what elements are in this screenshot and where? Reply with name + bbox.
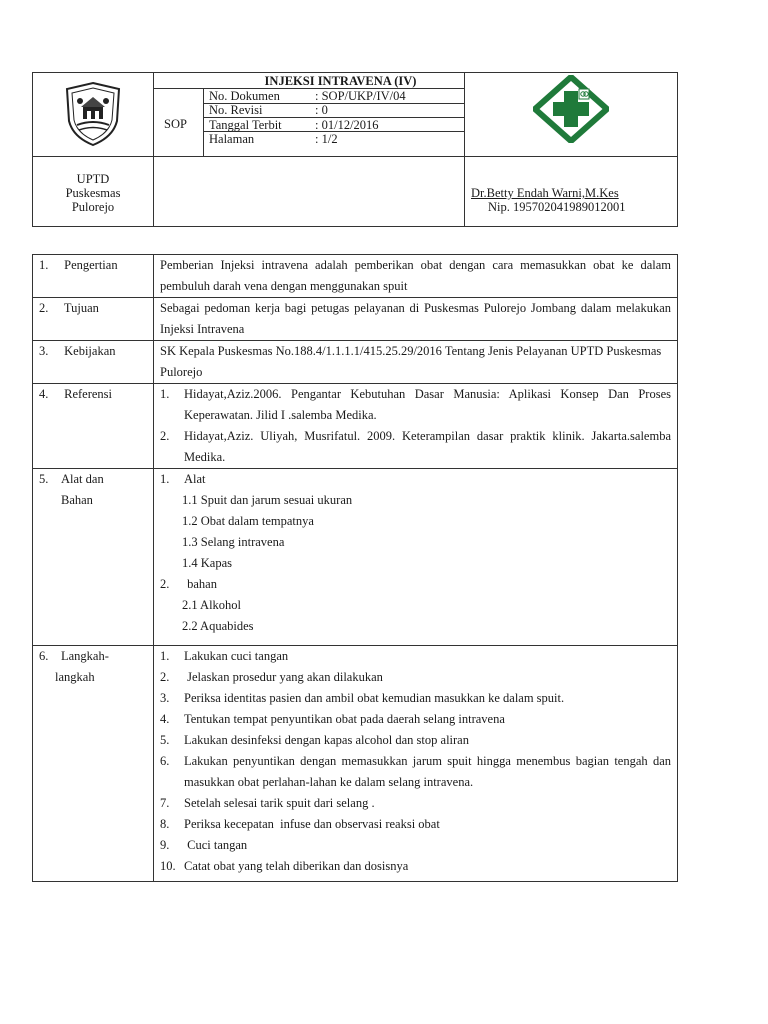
row-content: Sebagai pedoman kerja bagi petugas pelayanan di Puskesmas Pulorejo Jombang dalam melakukan Injeksi Intravena <box>154 298 678 341</box>
row-label-cell <box>33 255 154 298</box>
row-label-cont: langkah <box>55 670 95 684</box>
list-item: 2. Hidayat,Aziz. Uliyah, Musrifatul. 2009. Keterampilan dasar praktik klinik. Jakarta.salemba Medika. <box>160 429 671 464</box>
row-label-cont: Bahan <box>61 493 93 507</box>
row-number: 1. <box>39 258 49 272</box>
meta-value-halaman: : 1/2 <box>315 132 338 146</box>
list-item: 6. Lakukan penyuntikan dengan memasukkan jarum spuit hingga menembus bagian tengah dan masukkan obat perlahan-lahan ke dalam selang intravena. <box>160 754 671 789</box>
sub-item: 1.1 Spuit dan jarum sesuai ukuran <box>182 493 353 507</box>
row-content <box>154 646 678 882</box>
puskesmas-cross-icon <box>533 75 609 143</box>
row-number: 4. <box>39 387 49 401</box>
org-line-puskesmas: Puskesmas <box>65 186 121 200</box>
list-item: 4. Tentukan tempat penyuntikan obat pada daerah selang intravena <box>160 712 505 726</box>
list-item: 8. Periksa kecepatan infuse dan observasi reaksi obat <box>160 817 440 831</box>
row-label-cell <box>33 469 154 646</box>
meta-key-no-dokumen: No. Dokumen <box>209 89 280 103</box>
row-label-cell <box>33 384 154 469</box>
list-item: 7. Setelah selesai tarik spuit dari selang . <box>160 796 375 810</box>
table-row <box>33 298 678 341</box>
table-row <box>33 384 678 469</box>
table-row <box>33 469 678 646</box>
row-label: Kebijakan <box>64 344 116 358</box>
row-content: Pemberian Injeksi intravena adalah pemberikan obat dengan cara memasukkan obat ke dalam pembuluh darah vena dengan menggunakan spuit <box>154 255 678 298</box>
document-title: INJEKSI INTRAVENA (IV) <box>264 74 417 88</box>
table-row <box>33 646 678 882</box>
row-label: Tujuan <box>63 301 99 315</box>
signer-nip: Nip. 195702041989012001 <box>488 200 626 214</box>
list-item: 2. bahan <box>160 577 217 591</box>
meta-key-tanggal-terbit: Tanggal Terbit <box>209 118 282 132</box>
org-line-pulorejo: Pulorejo <box>71 200 115 214</box>
row-label: Langkah- <box>61 649 109 663</box>
row-label-cell <box>33 298 154 341</box>
row-label-cell <box>33 341 154 384</box>
row-number: 5. <box>39 472 49 486</box>
table-row <box>33 341 678 384</box>
list-item: 9. Cuci tangan <box>160 838 248 852</box>
list-item: 2. Jelaskan prosedur yang akan dilakukan <box>160 670 383 684</box>
meta-key-halaman: Halaman <box>209 132 255 146</box>
meta-value-no-revisi: : 0 <box>315 103 328 117</box>
row-label: Referensi <box>64 387 113 401</box>
row-number: 3. <box>39 344 49 358</box>
sop-header-block <box>32 72 678 227</box>
sub-item: 2.1 Alkohol <box>182 598 242 612</box>
org-line-uptd: UPTD <box>76 172 110 186</box>
list-item: 1. Alat <box>160 472 206 486</box>
row-label-cell <box>33 646 154 882</box>
meta-key-no-revisi: No. Revisi <box>209 103 263 117</box>
row-content <box>154 384 678 469</box>
list-item: 10. Catat obat yang telah diberikan dan dosisnya <box>160 859 409 873</box>
sub-item: 1.4 Kapas <box>182 556 232 570</box>
list-item: 1. Lakukan cuci tangan <box>160 649 289 663</box>
sub-item: 1.3 Selang intravena <box>182 535 285 549</box>
sub-item: 1.2 Obat dalam tempatnya <box>182 514 314 528</box>
list-item: 5. Lakukan desinfeksi dengan kapas alcohol dan stop aliran <box>160 733 469 747</box>
sub-item: 2.2 Aquabides <box>182 619 254 633</box>
list-item: 1. Hidayat,Aziz.2006. Pengantar Kebutuhan Dasar Manusia: Aplikasi Konsep Dan Proses Keperawatan. Jilid I .salemba Medika. <box>160 387 671 422</box>
meta-value-tanggal-terbit: : 01/12/2016 <box>315 118 379 132</box>
row-label: Pengertian <box>64 258 118 272</box>
list-item: 3. Periksa identitas pasien dan ambil obat kemudian masukkan ke dalam spuit. <box>160 691 565 705</box>
meta-value-no-dokumen: : SOP/UKP/IV/04 <box>315 89 406 103</box>
row-number: 6. <box>39 649 49 663</box>
sop-label: SOP <box>164 117 187 131</box>
table-row <box>33 255 678 298</box>
signer-name: Dr.Betty Endah Warni,M.Kes <box>471 186 619 200</box>
sop-content-table <box>32 254 678 882</box>
row-label: Alat dan <box>61 472 104 486</box>
row-content: SK Kepala Puskesmas No.188.4/1.1.1.1/415.25.29/2016 Tentang Jenis Pelayanan UPTD Puskesmas Pulorejo <box>154 341 678 384</box>
row-content <box>154 469 678 646</box>
regency-crest-icon <box>63 81 123 147</box>
row-number: 2. <box>39 301 49 315</box>
